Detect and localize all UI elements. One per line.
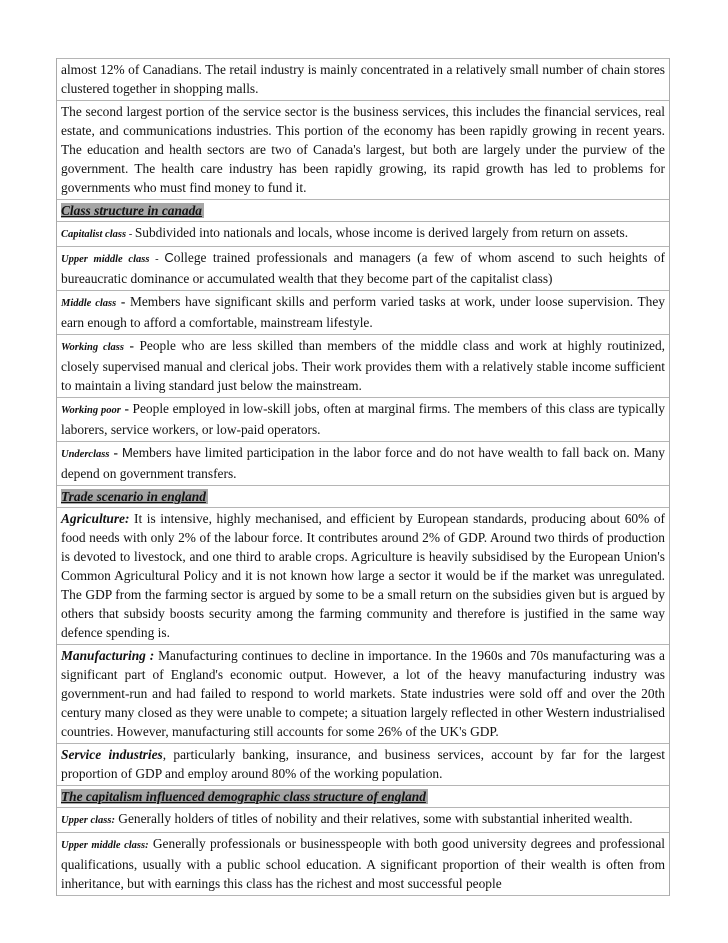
class-label: Capitalist class [61, 229, 127, 240]
class-description: Generally professionals or businesspeople with both good university degrees and professional qualifications, usually with a public school education. A significant proportion of their wealth is often from inheritance, but with earnings this class has the richest and most successful people [61, 836, 665, 891]
heading-text: The capitalism influenced demographic class structure of england [61, 789, 426, 804]
lead-letter: M [121, 445, 133, 460]
section-heading-canada [57, 199, 669, 221]
lead-letter: C [164, 250, 174, 265]
class-description: People employed in low-skill jobs, often at marginal firms. The members of this class are typically laborers, service workers, or low-paid operators. [61, 401, 665, 437]
paragraph [57, 100, 669, 199]
trade-description: , particularly banking, insurance, and business services, account by far for the largest proportion of GDP and employ around 80% of the working population. [61, 747, 666, 781]
trade-label: Agriculture: [61, 511, 130, 526]
paragraph-text: almost 12% of Canadians. The retail industry is mainly concentrated in a relatively small number of chain stores clustered together in shopping malls. [61, 62, 665, 96]
trade-label: Service industries [61, 747, 163, 762]
trade-label: Manufacturing : [61, 648, 155, 663]
class-entry-capitalist [57, 221, 669, 246]
class-label: Middle class [61, 298, 117, 309]
class-entry-upper [57, 807, 669, 832]
class-entry-working-poor [57, 397, 669, 441]
separator: - [120, 401, 133, 416]
class-label: Working poor [61, 405, 121, 416]
class-description: People who are less skilled than members of the middle class and work at highly routinized, closely supervised manual and clerical jobs. Their work provides them with a relatively stable income sufficient to maintain a living standard just below the mainstream. [61, 338, 666, 393]
trade-description: Manufacturing continues to decline in importance. In the 1960s and 70s manufacturing was a significant part of England's economic output. However, a lot of the heavy manufacturing industry was government-run and had failed to respond to world markets. State industries were sold off and over the 20th century many closed as they were unable to compete; a situation largely reflected in other Western industrialised countries. However, manufacturing still accounts for some 26% of the UK's GDP. [61, 648, 665, 739]
heading-text: Trade scenario in england [61, 489, 206, 504]
class-entry-upper-middle-england [57, 832, 669, 896]
section-heading-england [57, 485, 669, 507]
trade-entry-service [57, 743, 669, 785]
trade-entry-agriculture [57, 507, 669, 644]
separator: - [109, 445, 122, 460]
trade-entry-manufacturing [57, 644, 669, 743]
class-label: Underclass [61, 449, 110, 460]
paragraph-text: The second largest portion of the service sector is the business services, this includes the financial services, real estate, and communications industries. This portion of the economy has been rapidly growing in recent years. The education and health sectors are two of Canada's largest, but both are largely under the purview of the government. The health care industry has been rapidly growing, its rapid growth has led to problems for governments who must find money to fund it. [61, 104, 665, 195]
class-entry-underclass [57, 441, 669, 485]
heading-text: Class structure in canada [61, 203, 203, 218]
class-label: Upper middle class [61, 254, 150, 265]
class-description: Subdivided into nationals and locals, whose income is derived largely from return on assets. [134, 225, 629, 240]
document-page [56, 58, 670, 896]
paragraph [57, 58, 669, 100]
class-description: Members have significant skills and perform varied tasks at work, under loose supervision. They earn enough to afford a comfortable, mainstream lifestyle. [61, 294, 665, 330]
class-description: ollege trained professionals and managers (a few of whom ascend to such heights of bureaucratic dominance or accumulated wealth that they become part of the capitalist class) [61, 250, 665, 286]
class-description: Generally holders of titles of nobility and their relatives, some with substantial inherited wealth. [114, 811, 633, 826]
class-entry-middle [57, 290, 669, 334]
class-label: Upper class: [61, 815, 115, 826]
class-label: Upper middle class: [61, 840, 149, 851]
separator: - [116, 294, 130, 309]
class-entry-working [57, 334, 669, 397]
trade-description: It is intensive, highly mechanised, and efficient by European standards, producing about 60% of food needs with only 2% of the labour force. It contributes around 2% of GDP. Around two thirds of production is devoted to livestock, and one third to arable crops. Agriculture is heavily subsidised by the European Union's Common Agricultural Policy and it is not known how large a sector it would be if the market was unregulated. The GDP from the farming sector is argued by some to be a small return on the subsidies given but is argued by others that subsidy boosts security among the farming community and therefore is justified in the same way defence spending is. [61, 511, 665, 640]
separator: - [126, 229, 135, 240]
separator: - [149, 254, 165, 265]
class-entry-upper-middle [57, 246, 669, 290]
section-heading-demographic [57, 785, 669, 807]
class-description: embers have limited participation in the labor force and do not have wealth to fall back on. Many depend on government transfers. [61, 445, 666, 481]
class-label: Working class [61, 342, 124, 353]
separator: - [123, 338, 140, 353]
